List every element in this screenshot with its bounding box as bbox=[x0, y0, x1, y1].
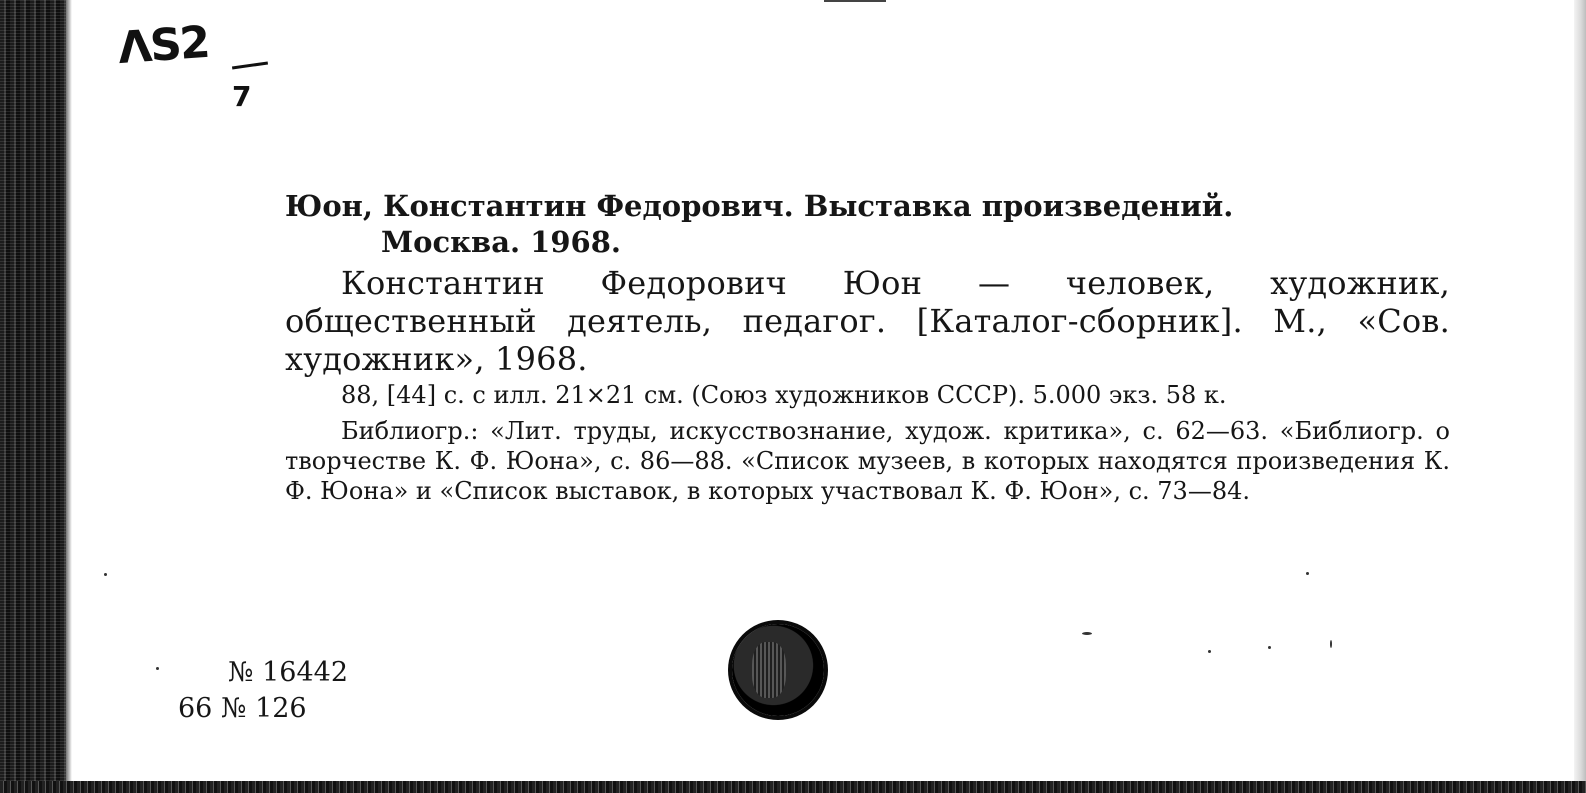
heading-line-author: Юон, Константин Федорович. Выставка произведений. bbox=[285, 189, 1234, 223]
dust-speck bbox=[104, 573, 107, 576]
dust-speck bbox=[1268, 646, 1271, 649]
film-right-edge bbox=[1574, 0, 1586, 793]
top-mark bbox=[824, 0, 886, 2]
title-statement: Константин Федорович Юон — человек, художник, общественный деятель, педагог. [Каталог-сборник]. М., «Сов. художник», 1968. bbox=[285, 264, 1450, 378]
registry-numbers bbox=[178, 655, 348, 727]
film-left-edge bbox=[0, 0, 66, 793]
catalog-card-entry bbox=[285, 188, 1450, 506]
dust-speck bbox=[1306, 572, 1309, 575]
entry-heading bbox=[285, 188, 1450, 260]
registry-number-1: № 16442 bbox=[228, 657, 349, 688]
physical-description: 88, [44] с. с илл. 21×21 см. (Союз художников СССР). 5.000 экз. 58 к. bbox=[341, 381, 1227, 409]
handwritten-fraction-bar bbox=[232, 62, 268, 70]
handwritten-shelf-number: 7 bbox=[232, 80, 252, 113]
handwritten-shelf-code: ΛS2 bbox=[116, 16, 211, 75]
registry-number-2: 66 № 126 bbox=[178, 693, 307, 724]
heading-line-place: Москва. 1968. bbox=[381, 225, 621, 259]
punch-hole bbox=[732, 624, 824, 716]
dust-speck bbox=[1208, 650, 1211, 653]
dust-speck bbox=[156, 667, 159, 670]
film-bottom-edge bbox=[0, 781, 1586, 793]
dust-speck bbox=[1082, 632, 1092, 635]
bibliography-note: Библиогр.: «Лит. труды, искусствознание, худож. критика», с. 62—63. «Библиогр. о творчестве К. Ф. Юона», с. 86—88. «Список музеев, в которых находятся произведения К. Ф. Юона» и «Список выставок, в которых участвовал К. Ф. Юон», с. 73—84. bbox=[285, 417, 1450, 505]
dust-speck bbox=[1330, 640, 1332, 648]
